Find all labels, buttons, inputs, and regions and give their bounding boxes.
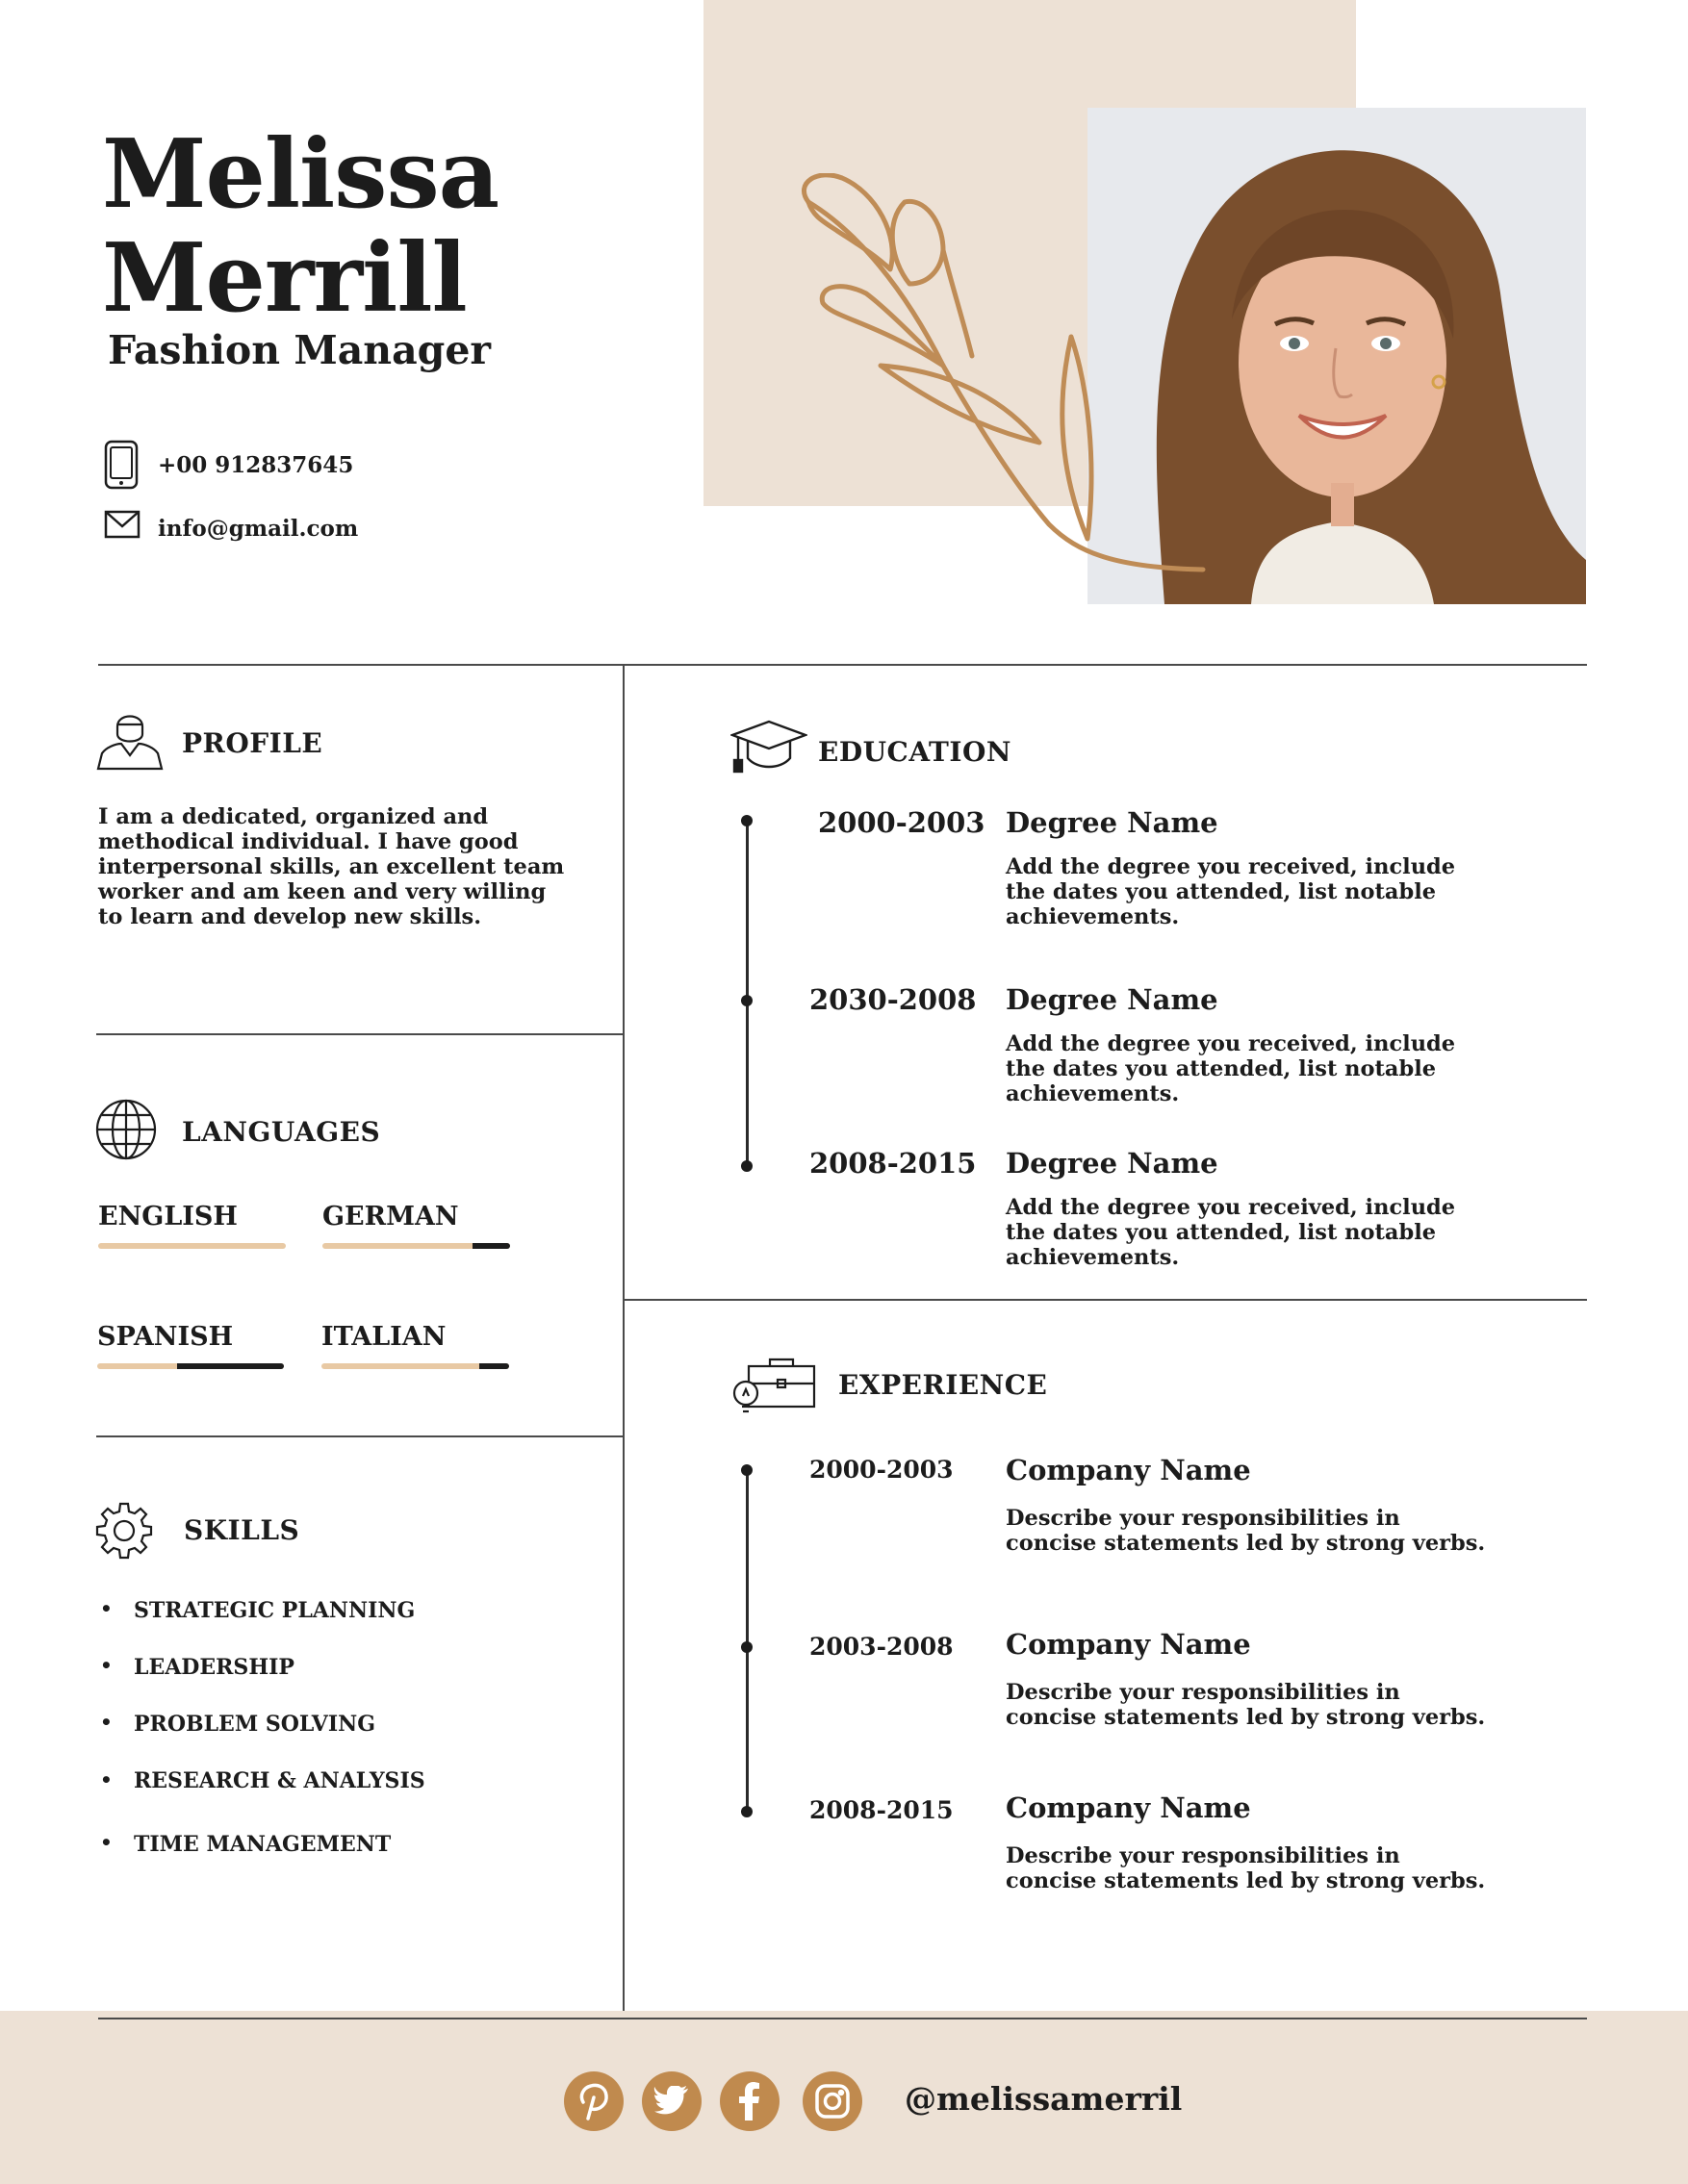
education-years: 2000-2003: [818, 806, 985, 839]
bullet: •: [100, 1711, 113, 1734]
bullet: •: [100, 1654, 113, 1677]
gear-icon: [94, 1501, 154, 1564]
degree-description: Add the degree you received, include the dates you attended, list notable achievements.: [1006, 854, 1456, 929]
language-level-dark: [177, 1363, 284, 1369]
person-icon: [96, 705, 164, 775]
company-description: Describe your responsibilities in concise statements led by strong verbs.: [1006, 1506, 1486, 1556]
leaf-branch-illustration: [799, 173, 1222, 591]
language-level-bar: [321, 1363, 509, 1369]
skill-item: TIME MANAGEMENT: [134, 1832, 392, 1857]
social-handle: @melissamerril: [905, 2080, 1183, 2118]
degree-description: Add the degree you received, include the dates you attended, list notable achievements.: [1006, 1031, 1456, 1106]
skill-item: LEADERSHIP: [134, 1655, 294, 1680]
education-divider: [624, 1299, 1587, 1301]
experience-years: 2003-2008: [809, 1633, 954, 1661]
timeline-dot: [741, 1641, 753, 1653]
languages-heading: LANGUAGES: [182, 1116, 381, 1148]
language-level-dark: [479, 1363, 509, 1369]
degree-name: Degree Name: [1006, 806, 1218, 839]
skills-heading: SKILLS: [184, 1514, 300, 1546]
mail-icon: [104, 510, 141, 543]
education-timeline: [746, 820, 749, 1168]
company-name: Company Name: [1006, 1454, 1251, 1486]
last-name: Merrill: [102, 223, 467, 334]
profile-text: I am a dedicated, organized and methodical individual. I have good interpersonal skills, an excellent team worker and am keen and very willing to learn and develop new skills.: [98, 804, 565, 929]
degree-description: Add the degree you received, include the dates you attended, list notable achievements.: [1006, 1195, 1456, 1270]
phone-icon: [104, 440, 139, 494]
language-name: ENGLISH: [98, 1202, 238, 1232]
education-heading: EDUCATION: [818, 736, 1011, 768]
phone-number: +00 912837645: [158, 452, 354, 478]
timeline-dot: [741, 1806, 753, 1817]
company-name: Company Name: [1006, 1628, 1251, 1661]
degree-name: Degree Name: [1006, 983, 1218, 1016]
profile-divider: [96, 1033, 624, 1035]
bullet: •: [100, 1831, 113, 1854]
pinterest-icon[interactable]: [564, 2071, 624, 2131]
timeline-dot: [741, 995, 753, 1006]
skill-item: STRATEGIC PLANNING: [134, 1598, 416, 1623]
language-level-bar: [98, 1243, 286, 1249]
experience-years: 2000-2003: [809, 1456, 954, 1484]
profile-heading: PROFILE: [182, 727, 323, 759]
degree-name: Degree Name: [1006, 1147, 1218, 1180]
company-description: Describe your responsibilities in concise statements led by strong verbs.: [1006, 1843, 1486, 1893]
languages-divider: [96, 1435, 624, 1437]
timeline-dot: [741, 1464, 753, 1476]
language-level-bar: [322, 1243, 510, 1249]
education-years: 2030-2008: [809, 983, 977, 1016]
instagram-icon[interactable]: [803, 2071, 862, 2131]
experience-years: 2008-2015: [809, 1796, 954, 1824]
name-heading: [102, 119, 499, 334]
header-divider: [98, 664, 1587, 666]
column-divider: [623, 665, 625, 2019]
timeline-dot: [741, 815, 753, 826]
company-description: Describe your responsibilities in concise statements led by strong verbs.: [1006, 1680, 1486, 1730]
bullet: •: [100, 1768, 113, 1791]
twitter-icon[interactable]: [642, 2071, 702, 2131]
skill-item: PROBLEM SOLVING: [134, 1712, 376, 1737]
language-level-bar: [97, 1363, 284, 1369]
globe-icon: [94, 1098, 158, 1165]
language-level-dark: [473, 1243, 510, 1249]
email-address: info@gmail.com: [158, 516, 359, 542]
company-name: Company Name: [1006, 1791, 1251, 1824]
skill-item: RESEARCH & ANALYSIS: [134, 1768, 425, 1793]
bullet: •: [100, 1597, 113, 1620]
first-name: Melissa: [102, 119, 499, 230]
job-title: Fashion Manager: [108, 327, 492, 373]
facebook-icon[interactable]: [720, 2071, 780, 2131]
language-name: GERMAN: [322, 1202, 459, 1232]
briefcase-lightbulb-icon: [731, 1357, 818, 1422]
education-years: 2008-2015: [809, 1147, 977, 1180]
language-name: SPANISH: [97, 1322, 234, 1352]
language-name: ITALIAN: [321, 1322, 447, 1352]
graduation-cap-icon: [730, 720, 807, 777]
timeline-dot: [741, 1160, 753, 1172]
footer-divider: [98, 2018, 1587, 2019]
experience-heading: EXPERIENCE: [838, 1369, 1048, 1401]
